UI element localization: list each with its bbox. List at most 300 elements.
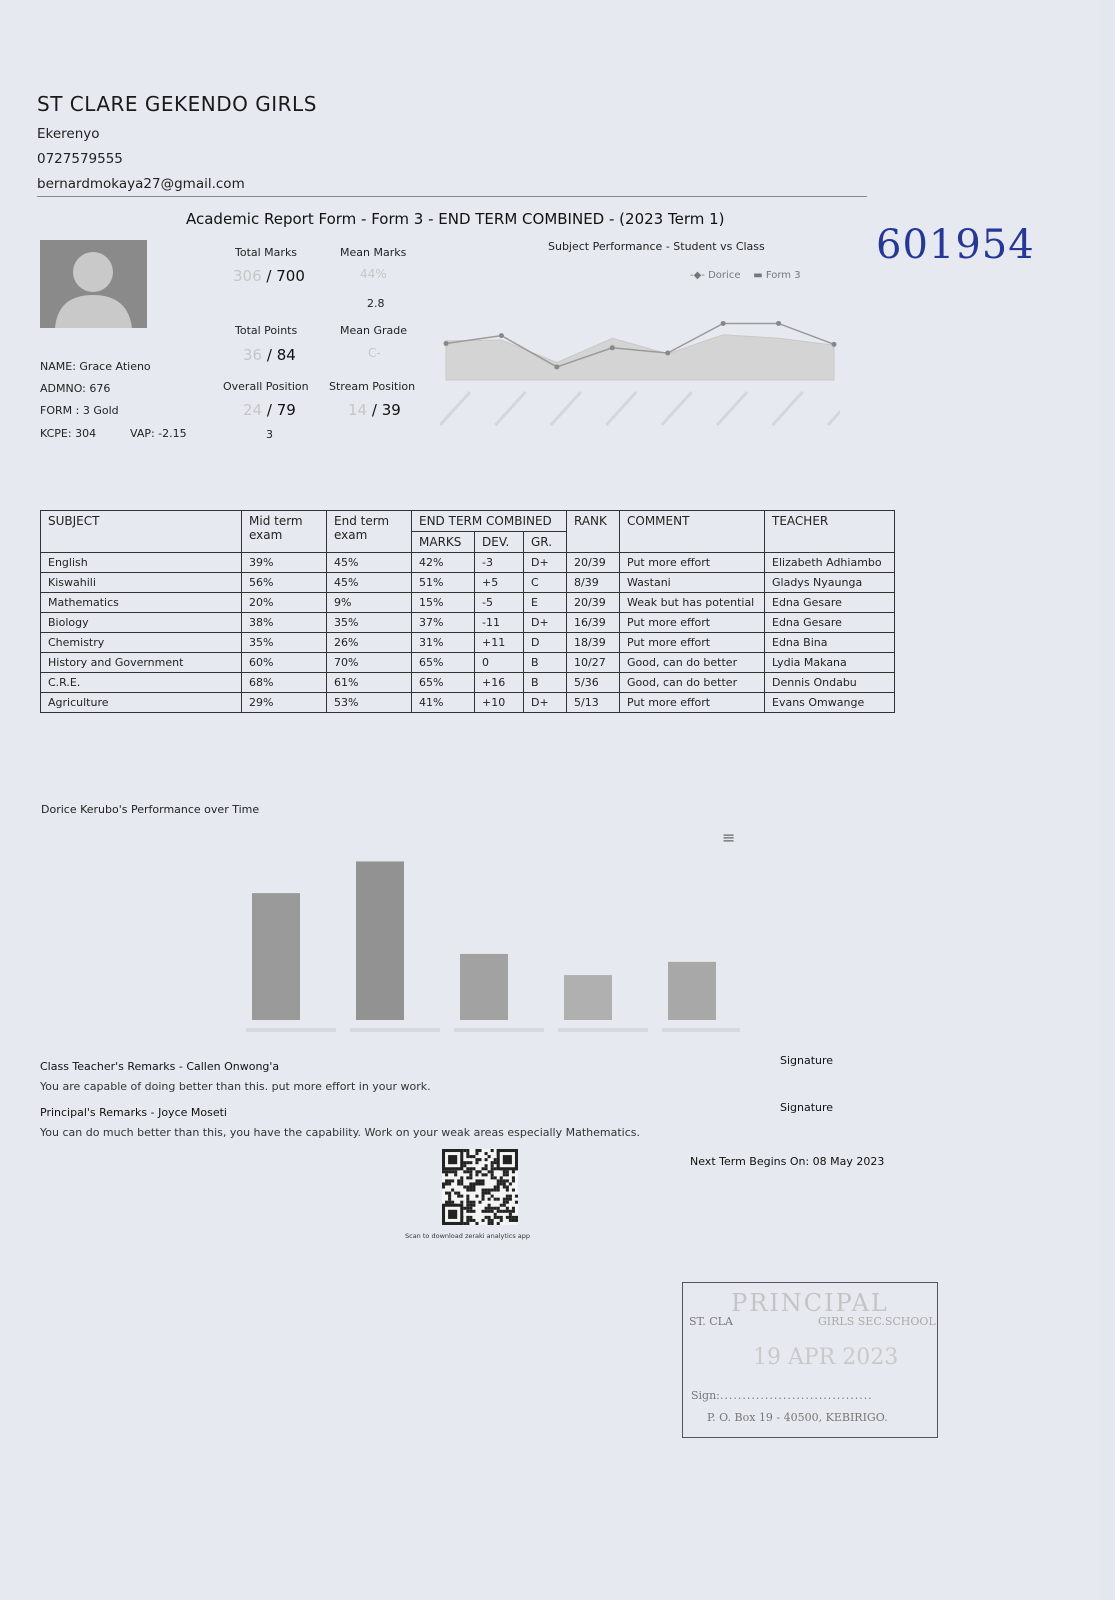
qr-module bbox=[469, 1185, 472, 1188]
student-kcpe: KCPE: 304 bbox=[40, 427, 97, 440]
cell-mid: 39% bbox=[242, 553, 327, 573]
principal-remarks: You can do much better than this, you have the capability. Work on your weak areas especially Mathematics. bbox=[40, 1126, 641, 1139]
cell-gr: D+ bbox=[524, 613, 567, 633]
summary-extra: 3 bbox=[266, 428, 273, 441]
bar-chart bbox=[220, 830, 740, 1040]
qr-module bbox=[466, 1195, 469, 1198]
cell-marks: 31% bbox=[412, 633, 475, 653]
school-phone: 0727579555 bbox=[37, 151, 123, 167]
cell-mid: 38% bbox=[242, 613, 327, 633]
mean-grade-value: C- bbox=[368, 346, 381, 360]
qr-module bbox=[469, 1219, 472, 1222]
qr-module bbox=[488, 1198, 491, 1201]
qr-module bbox=[512, 1170, 515, 1173]
qr-module bbox=[482, 1219, 485, 1222]
total-points-label: Total Points bbox=[235, 324, 298, 337]
qr-module bbox=[506, 1207, 509, 1210]
qr-module bbox=[442, 1170, 445, 1173]
principal-remarks-heading: Principal's Remarks - Joyce Moseti bbox=[40, 1106, 227, 1119]
qr-module bbox=[503, 1185, 506, 1188]
qr-module bbox=[448, 1192, 451, 1195]
qr-module bbox=[503, 1201, 506, 1204]
qr-module bbox=[512, 1210, 515, 1213]
overall-position-label: Overall Position bbox=[223, 380, 309, 393]
qr-module bbox=[491, 1189, 494, 1192]
line-chart-legend bbox=[690, 270, 801, 281]
qr-module bbox=[500, 1182, 503, 1185]
qr-module bbox=[494, 1176, 497, 1179]
overall-position-out: / 79 bbox=[266, 401, 296, 419]
cell-mid: 35% bbox=[242, 633, 327, 653]
cell-comment: Put more effort bbox=[620, 553, 765, 573]
cell-dev: +5 bbox=[475, 573, 524, 593]
qr-module bbox=[475, 1161, 478, 1164]
qr-module bbox=[494, 1189, 497, 1192]
next-term-date: Next Term Begins On: 08 May 2023 bbox=[690, 1155, 885, 1168]
qr-module bbox=[503, 1170, 506, 1173]
qr-module bbox=[491, 1149, 494, 1152]
cell-gr: B bbox=[524, 673, 567, 693]
table-header-row bbox=[41, 511, 895, 532]
qr-module bbox=[494, 1216, 497, 1219]
qr-module bbox=[469, 1216, 472, 1219]
student-admno: ADMNO: 676 bbox=[40, 382, 111, 395]
school-location: Ekerenyo bbox=[37, 126, 100, 142]
qr-module bbox=[491, 1167, 494, 1170]
table-row bbox=[41, 633, 895, 653]
qr-module bbox=[466, 1201, 469, 1204]
cell-subject: Biology bbox=[41, 613, 242, 633]
class-teacher-remarks: You are capable of doing better than this. put more effort in your work. bbox=[40, 1080, 431, 1093]
qr-module bbox=[469, 1204, 472, 1207]
cell-mid: 29% bbox=[242, 693, 327, 713]
qr-module bbox=[497, 1222, 500, 1225]
table-row bbox=[41, 673, 895, 693]
bar bbox=[668, 962, 716, 1020]
qr-module bbox=[478, 1182, 481, 1185]
bar-tick-label bbox=[454, 1028, 544, 1032]
cell-gr: E bbox=[524, 593, 567, 613]
qr-module bbox=[469, 1161, 472, 1164]
total-points-out: / 84 bbox=[266, 346, 296, 364]
header-subject: SUBJECT bbox=[41, 511, 242, 553]
qr-module bbox=[445, 1173, 448, 1176]
line-chart-tick bbox=[551, 392, 581, 425]
qr-module bbox=[512, 1216, 515, 1219]
qr-module bbox=[515, 1219, 518, 1222]
qr-module bbox=[512, 1219, 515, 1222]
table-row bbox=[41, 553, 895, 573]
bar bbox=[356, 861, 404, 1020]
header-end bbox=[327, 511, 412, 553]
series-dorice-point bbox=[832, 342, 837, 347]
qr-module bbox=[491, 1164, 494, 1167]
cell-comment: Good, can do better bbox=[620, 653, 765, 673]
qr-module bbox=[460, 1176, 463, 1179]
qr-module bbox=[472, 1155, 475, 1158]
cell-comment: Wastani bbox=[620, 573, 765, 593]
qr-module bbox=[475, 1152, 478, 1155]
table-row bbox=[41, 613, 895, 633]
qr-module bbox=[500, 1219, 503, 1222]
qr-module bbox=[500, 1179, 503, 1182]
qr-module bbox=[485, 1189, 488, 1192]
qr-module bbox=[482, 1189, 485, 1192]
cell-end: 70% bbox=[327, 653, 412, 673]
header-divider bbox=[37, 196, 867, 197]
qr-module bbox=[451, 1179, 454, 1182]
qr-module bbox=[485, 1164, 488, 1167]
qr-module bbox=[509, 1182, 512, 1185]
qr-module bbox=[494, 1158, 497, 1161]
overall-position bbox=[243, 401, 296, 419]
header-rank: RANK bbox=[567, 511, 620, 553]
qr-module bbox=[466, 1189, 469, 1192]
cell-subject: C.R.E. bbox=[41, 673, 242, 693]
qr-module bbox=[503, 1182, 506, 1185]
qr-module bbox=[445, 1179, 448, 1182]
cell-rank: 20/39 bbox=[567, 553, 620, 573]
qr-module bbox=[448, 1170, 451, 1173]
qr-module bbox=[472, 1167, 475, 1170]
header-dev: DEV. bbox=[475, 532, 524, 553]
table-row bbox=[41, 693, 895, 713]
header-comment: COMMENT bbox=[620, 511, 765, 553]
qr-module bbox=[494, 1213, 497, 1216]
qr-module bbox=[497, 1216, 500, 1219]
qr-module bbox=[488, 1216, 491, 1219]
qr-module bbox=[509, 1216, 512, 1219]
header-marks: MARKS bbox=[412, 532, 475, 553]
legend-form3: Form 3 bbox=[765, 270, 801, 281]
bar bbox=[460, 954, 508, 1020]
total-marks-out: / 700 bbox=[266, 267, 305, 285]
qr-module bbox=[500, 1216, 503, 1219]
cell-teacher: Evans Omwange bbox=[765, 693, 895, 713]
stream-position-label: Stream Position bbox=[329, 380, 416, 393]
student-form: FORM : 3 Gold bbox=[40, 404, 119, 417]
principal-signature-label: Signature bbox=[780, 1101, 834, 1114]
qr-module bbox=[509, 1219, 512, 1222]
qr-module bbox=[482, 1179, 485, 1182]
qr-module bbox=[457, 1192, 460, 1195]
cell-dev: +16 bbox=[475, 673, 524, 693]
qr-module bbox=[463, 1222, 466, 1225]
mean-marks-label: Mean Marks bbox=[340, 246, 407, 259]
qr-module bbox=[466, 1210, 469, 1213]
cell-teacher: Edna Gesare bbox=[765, 593, 895, 613]
chart-menu-icon[interactable]: ≡ bbox=[722, 828, 736, 847]
total-marks-value: 306 bbox=[233, 267, 262, 285]
series-dorice-point bbox=[721, 321, 726, 326]
qr-module bbox=[509, 1195, 512, 1198]
qr-module bbox=[475, 1149, 478, 1152]
marks-table bbox=[40, 510, 895, 713]
stream-position bbox=[348, 401, 401, 419]
series-dorice-point bbox=[665, 351, 670, 356]
qr-module bbox=[466, 1207, 469, 1210]
qr-module bbox=[497, 1198, 500, 1201]
legend-form3-icon: ▬ bbox=[753, 270, 763, 281]
qr-caption: Scan to download zeraki analytics app bbox=[405, 1232, 531, 1240]
qr-module bbox=[472, 1210, 475, 1213]
cell-end: 9% bbox=[327, 593, 412, 613]
header-end-line1: End term bbox=[334, 514, 390, 528]
series-dorice-point bbox=[499, 333, 504, 338]
header-combined: END TERM COMBINED bbox=[412, 511, 567, 532]
cell-gr: C bbox=[524, 573, 567, 593]
cell-end: 45% bbox=[327, 573, 412, 593]
qr-module bbox=[488, 1155, 491, 1158]
qr-module bbox=[491, 1173, 494, 1176]
cell-teacher: Lydia Makana bbox=[765, 653, 895, 673]
overall-position-value: 24 bbox=[243, 401, 263, 419]
qr-module bbox=[491, 1176, 494, 1179]
cell-rank: 20/39 bbox=[567, 593, 620, 613]
qr-module bbox=[491, 1195, 494, 1198]
cell-teacher: Dennis Ondabu bbox=[765, 673, 895, 693]
bar bbox=[252, 893, 300, 1020]
cell-gr: D bbox=[524, 633, 567, 653]
qr-module bbox=[475, 1182, 478, 1185]
stamp-sign-label: Sign: bbox=[691, 1389, 720, 1402]
cell-marks: 41% bbox=[412, 693, 475, 713]
qr-module bbox=[469, 1207, 472, 1210]
qr-module bbox=[494, 1198, 497, 1201]
qr-module bbox=[512, 1207, 515, 1210]
qr-module bbox=[469, 1155, 472, 1158]
school-email: bernardmokaya27@gmail.com bbox=[37, 176, 245, 192]
header-gr: GR. bbox=[524, 532, 567, 553]
cell-comment: Weak but has potential bbox=[620, 593, 765, 613]
qr-module bbox=[445, 1192, 448, 1195]
series-dorice-point bbox=[444, 341, 449, 346]
cell-teacher: Gladys Nyaunga bbox=[765, 573, 895, 593]
cell-marks: 15% bbox=[412, 593, 475, 613]
qr-module bbox=[482, 1192, 485, 1195]
qr-module bbox=[491, 1161, 494, 1164]
qr-module bbox=[503, 1210, 506, 1213]
qr-module bbox=[497, 1182, 500, 1185]
qr-module bbox=[491, 1207, 494, 1210]
qr-module bbox=[463, 1207, 466, 1210]
qr-module bbox=[475, 1170, 478, 1173]
qr-code-icon[interactable] bbox=[442, 1149, 518, 1225]
qr-module bbox=[469, 1170, 472, 1173]
qr-module bbox=[460, 1182, 463, 1185]
cell-gr: D+ bbox=[524, 693, 567, 713]
table-row bbox=[41, 573, 895, 593]
qr-module bbox=[469, 1182, 472, 1185]
qr-module bbox=[497, 1189, 500, 1192]
qr-module bbox=[469, 1167, 472, 1170]
cell-rank: 16/39 bbox=[567, 613, 620, 633]
qr-module bbox=[460, 1179, 463, 1182]
cell-end: 45% bbox=[327, 553, 412, 573]
qr-module bbox=[494, 1207, 497, 1210]
qr-module bbox=[485, 1152, 488, 1155]
qr-module bbox=[445, 1201, 448, 1204]
qr-module bbox=[506, 1185, 509, 1188]
cell-rank: 5/36 bbox=[567, 673, 620, 693]
mean-grade-label: Mean Grade bbox=[340, 324, 408, 337]
qr-module bbox=[472, 1201, 475, 1204]
table-row bbox=[41, 593, 895, 613]
qr-module bbox=[466, 1167, 469, 1170]
qr-module bbox=[448, 1210, 457, 1219]
qr-module bbox=[506, 1198, 509, 1201]
qr-module bbox=[451, 1201, 454, 1204]
qr-module bbox=[494, 1167, 497, 1170]
line-chart-tick bbox=[662, 392, 692, 425]
cell-mid: 60% bbox=[242, 653, 327, 673]
total-points bbox=[243, 346, 296, 364]
qr-module bbox=[482, 1210, 485, 1213]
header-end-line2: exam bbox=[334, 528, 368, 542]
qr-module bbox=[488, 1222, 491, 1225]
cell-teacher: Edna Bina bbox=[765, 633, 895, 653]
qr-module bbox=[491, 1210, 494, 1213]
qr-module bbox=[478, 1158, 481, 1161]
qr-module bbox=[485, 1158, 488, 1161]
qr-module bbox=[506, 1216, 509, 1219]
qr-module bbox=[488, 1207, 491, 1210]
principal-stamp bbox=[682, 1282, 938, 1438]
qr-module bbox=[509, 1210, 512, 1213]
qr-module bbox=[506, 1173, 509, 1176]
total-marks bbox=[233, 267, 305, 285]
line-chart-tick bbox=[773, 392, 803, 425]
qr-module bbox=[482, 1173, 485, 1176]
cell-mid: 56% bbox=[242, 573, 327, 593]
qr-module bbox=[466, 1204, 469, 1207]
total-marks-label: Total Marks bbox=[235, 246, 298, 259]
bar-tick-label bbox=[558, 1028, 648, 1032]
cell-subject: English bbox=[41, 553, 242, 573]
qr-module bbox=[448, 1195, 451, 1198]
class-teacher-signature-label: Signature bbox=[780, 1054, 834, 1067]
qr-module bbox=[466, 1152, 469, 1155]
qr-module bbox=[454, 1170, 457, 1173]
qr-module bbox=[482, 1182, 485, 1185]
qr-module bbox=[500, 1176, 503, 1179]
cell-mid: 20% bbox=[242, 593, 327, 613]
qr-module bbox=[478, 1149, 481, 1152]
qr-module bbox=[509, 1213, 512, 1216]
qr-module bbox=[503, 1204, 506, 1207]
qr-module bbox=[469, 1173, 472, 1176]
qr-module bbox=[475, 1195, 478, 1198]
qr-module bbox=[460, 1201, 463, 1204]
qr-module bbox=[482, 1198, 485, 1201]
header-mid-line2: exam bbox=[249, 528, 283, 542]
qr-module bbox=[485, 1210, 488, 1213]
qr-module bbox=[457, 1195, 460, 1198]
qr-module bbox=[497, 1207, 500, 1210]
qr-module bbox=[485, 1192, 488, 1195]
cell-mid: 68% bbox=[242, 673, 327, 693]
qr-module bbox=[482, 1195, 485, 1198]
line-chart bbox=[440, 285, 840, 445]
stream-position-out: / 39 bbox=[371, 401, 401, 419]
qr-module bbox=[445, 1182, 448, 1185]
series-dorice-point bbox=[554, 364, 559, 369]
total-points-value: 36 bbox=[243, 346, 263, 364]
cell-subject: History and Government bbox=[41, 653, 242, 673]
stamp-school-right: GIRLS SEC.SCHOOL bbox=[818, 1315, 936, 1328]
qr-module bbox=[506, 1201, 509, 1204]
cell-marks: 65% bbox=[412, 653, 475, 673]
line-chart-title: Subject Performance - Student vs Class bbox=[548, 240, 765, 253]
cell-comment: Put more effort bbox=[620, 613, 765, 633]
qr-module bbox=[442, 1182, 445, 1185]
school-name: ST CLARE GEKENDO GIRLS bbox=[37, 92, 317, 116]
student-vap: VAP: -2.15 bbox=[130, 427, 187, 440]
cell-end: 61% bbox=[327, 673, 412, 693]
qr-module bbox=[469, 1189, 472, 1192]
cell-marks: 51% bbox=[412, 573, 475, 593]
qr-module bbox=[512, 1179, 515, 1182]
qr-module bbox=[503, 1179, 506, 1182]
cell-rank: 18/39 bbox=[567, 633, 620, 653]
qr-module bbox=[448, 1201, 451, 1204]
qr-module bbox=[506, 1179, 509, 1182]
qr-module bbox=[457, 1182, 460, 1185]
qr-module bbox=[475, 1179, 478, 1182]
qr-module bbox=[466, 1149, 469, 1152]
qr-module bbox=[466, 1216, 469, 1219]
qr-module bbox=[494, 1185, 497, 1188]
qr-module bbox=[506, 1170, 509, 1173]
line-chart-tick bbox=[717, 392, 747, 425]
qr-module bbox=[463, 1185, 466, 1188]
qr-module bbox=[512, 1176, 515, 1179]
qr-module bbox=[503, 1198, 506, 1201]
cell-subject: Agriculture bbox=[41, 693, 242, 713]
qr-module bbox=[488, 1210, 491, 1213]
qr-module bbox=[451, 1170, 454, 1173]
header-mid bbox=[242, 511, 327, 553]
qr-module bbox=[485, 1167, 488, 1170]
stamp-sign: Sign:.................................. bbox=[691, 1389, 873, 1402]
header-mid-line1: Mid term bbox=[249, 514, 303, 528]
stream-position-value: 14 bbox=[348, 401, 368, 419]
cell-end: 26% bbox=[327, 633, 412, 653]
cell-marks: 37% bbox=[412, 613, 475, 633]
qr-module bbox=[488, 1204, 491, 1207]
table-row bbox=[41, 653, 895, 673]
cell-comment: Put more effort bbox=[620, 633, 765, 653]
qr-module bbox=[515, 1216, 518, 1219]
qr-module bbox=[448, 1182, 451, 1185]
qr-module bbox=[488, 1219, 491, 1222]
qr-module bbox=[488, 1192, 491, 1195]
cell-dev: -3 bbox=[475, 553, 524, 573]
qr-module bbox=[500, 1210, 503, 1213]
qr-module bbox=[442, 1185, 445, 1188]
series-dorice-point bbox=[610, 345, 615, 350]
cell-gr: B bbox=[524, 653, 567, 673]
cell-end: 53% bbox=[327, 693, 412, 713]
cell-subject: Chemistry bbox=[41, 633, 242, 653]
qr-module bbox=[460, 1195, 463, 1198]
qr-module bbox=[466, 1198, 469, 1201]
qr-module bbox=[485, 1207, 488, 1210]
cell-marks: 42% bbox=[412, 553, 475, 573]
bar-tick-label bbox=[350, 1028, 440, 1032]
qr-module bbox=[509, 1198, 512, 1201]
bar bbox=[564, 975, 612, 1020]
